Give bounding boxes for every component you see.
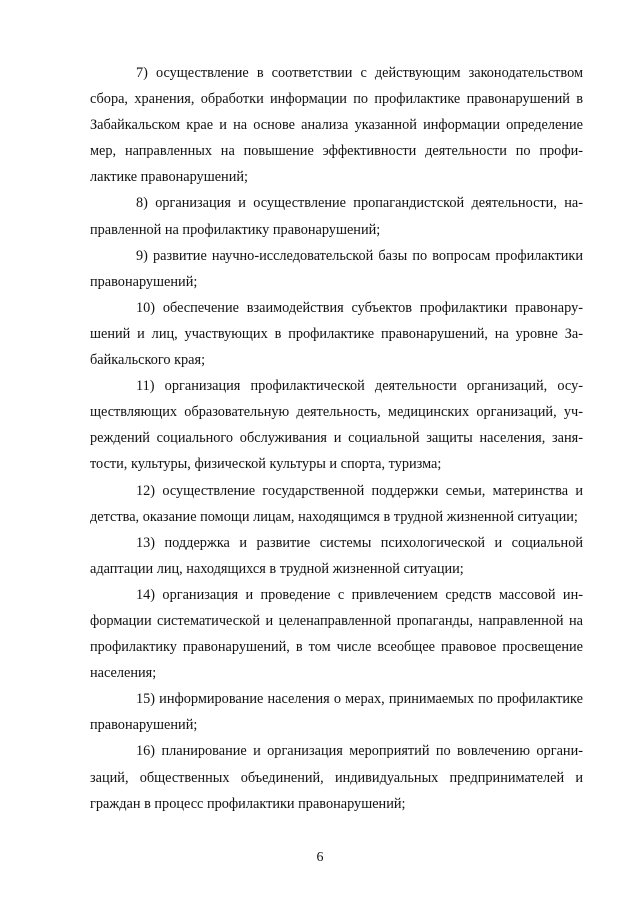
list-item-16: 16) планирование и организация мероприятий по вовлечению организаций, общественных объединений, индивидуальных предпринимателей и граждан в процесс профилактики правонарушений; bbox=[90, 743, 583, 812]
list-item-10: 10) обеспечение взаимодействия субъектов профилактики правонарушений и лиц, участвующих в профилактике правонарушений, на уровне Забайкальского края; bbox=[90, 299, 583, 369]
list-item-14: 14) организация и проведение с привлечением средств массовой информации систематической и целенаправленной пропаганды, направленной на профилактику правонарушений, в том числе всеобщее правовое просвещение населения; bbox=[90, 586, 583, 682]
list-item-7: 7) осуществление в соответствии с действующим законодательством сбора, хранения, обработки информации по профилактике правонарушений в Забайкальском крае и на основе анализа указанной информации определение мер, направленных на повышение эффективности деятельности по профилактике правонарушений; bbox=[90, 65, 583, 186]
document-body bbox=[90, 60, 583, 817]
list-item-8: 8) организация и осуществление пропагандистской деятельности, направленной на профилактику правонарушений; bbox=[90, 195, 583, 238]
list-item-15: 15) информирование населения о мерах, принимаемых по профилактике правонарушений; bbox=[90, 691, 583, 734]
list-item-13: 13) поддержка и развитие системы психологической и социальной адаптации лиц, находящихся в трудной жизненной ситуации; bbox=[90, 534, 583, 577]
list-item-11: 11) организация профилактической деятельности организаций, осуществляющих образовательную деятельность, медицинских организаций, учреждений социального обслуживания и социальной защиты населения, занятости, культуры, физической культуры и спорта, туризма; bbox=[90, 378, 583, 473]
list-item-12: 12) осуществление государственной поддержки семьи, материнства и детства, оказание помощи лицам, находящимся в трудной жизненной ситуации; bbox=[90, 482, 583, 525]
page-number: 6 bbox=[316, 850, 324, 865]
list-item-9: 9) развитие научно-исследовательской базы по вопросам профилактики правонарушений; bbox=[90, 247, 583, 290]
